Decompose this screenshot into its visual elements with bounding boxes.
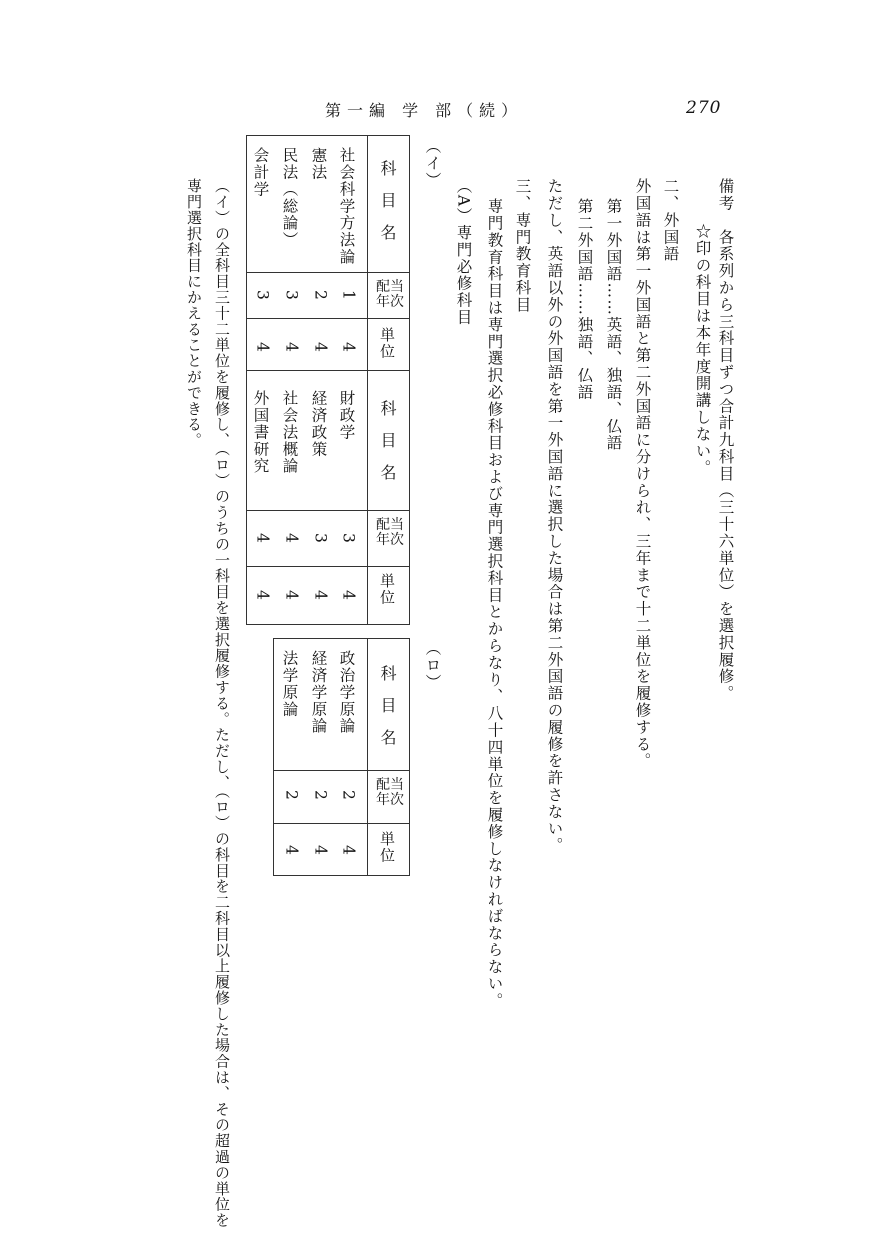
foreign-language-body: 外国語は第一外国語と第二外国語に分けられ、三年まで十二単位を履修する。 xyxy=(633,178,652,770)
table-ro-subject: 政治学原論 xyxy=(337,650,356,735)
table-ro-label: （ロ） xyxy=(423,640,442,691)
table-i-header-credits-2: 単位 xyxy=(378,573,396,606)
table-i-year: 1 xyxy=(339,290,358,302)
table-i-credits: 4 xyxy=(311,590,330,602)
running-header-title: 第一編 学 部（続） xyxy=(325,101,524,120)
table-i-year: 3 xyxy=(311,533,330,545)
table-i-credits: 4 xyxy=(253,590,272,602)
table-i-year: 3 xyxy=(339,533,358,545)
table-i-credits: 4 xyxy=(282,342,301,354)
table-ro-subject: 法学原論 xyxy=(280,650,299,718)
table-ro-credits: 4 xyxy=(282,845,301,857)
page-number: 270 xyxy=(686,98,722,118)
table-i-credits: 4 xyxy=(253,342,272,354)
heading-required-subjects: （A）専門必修科目 xyxy=(454,178,473,326)
table-i-credits: 4 xyxy=(339,342,358,354)
footnote-line-1: （イ）の全科目三十二単位を履修し、（ロ）のうちの一科目を選択履修する。ただし、（ロ）の科目を二科目以上履修した場合は、その超過の単位を xyxy=(213,178,231,1229)
table-ro-subject: 経済学原論 xyxy=(309,650,328,735)
table-ro-credits: 4 xyxy=(311,845,330,857)
table-ro-year: 2 xyxy=(311,790,330,802)
table-i-header-subject-2: 科目名 xyxy=(378,400,397,496)
table-i-credits: 4 xyxy=(282,590,301,602)
specialized-education-body: 専門教育科目は専門選択必修科目および専門選択科目とからなり、八十四単位を履修しなければならない。 xyxy=(485,198,504,1010)
table-ro-year: 2 xyxy=(339,790,358,802)
remarks-line: 備考 各系列から三科目ずつ合計九科目（三十六単位）を選択履修。 xyxy=(716,178,735,702)
remarks-note: ☆印の科目は本年度開講しない。 xyxy=(693,223,712,477)
table-i-credits: 4 xyxy=(339,590,358,602)
table-ro-header-year: 配当年次 xyxy=(376,777,404,809)
table-i-subject: 会計学 xyxy=(251,147,270,198)
table-i-subject: 社会科学方法論 xyxy=(337,147,356,266)
table-i-header-subject-1: 科目名 xyxy=(378,160,397,256)
table-i-year: 2 xyxy=(311,290,330,302)
second-foreign-language: 第二外国語……独語、仏語 xyxy=(575,198,594,401)
table-ro-credits: 4 xyxy=(339,845,358,857)
table-i-subject: 外国書研究 xyxy=(251,390,270,475)
table-i-year: 3 xyxy=(282,290,301,302)
table-i-subject: 民法（総論） xyxy=(280,147,299,249)
table-i-header-year-2: 配当年次 xyxy=(376,517,404,549)
foreign-language-note: ただし、英語以外の外国語を第一外国語に選択した場合は第二外国語の履修を許さない。 xyxy=(545,178,564,854)
heading-foreign-language: 二、外国語 xyxy=(661,178,680,263)
table-ro-header-subject: 科目名 xyxy=(378,665,397,761)
table-ro-year: 2 xyxy=(282,790,301,802)
table-i-year: 4 xyxy=(253,533,272,545)
table-ro-header-credits: 単位 xyxy=(378,831,396,864)
table-i-subject: 憲法 xyxy=(309,147,328,181)
table-i-header-year-1: 配当年次 xyxy=(376,279,404,311)
table-i-subject: 経済政策 xyxy=(309,390,328,458)
table-i-year: 4 xyxy=(282,533,301,545)
footnote-line-2: 専門選択科目にかえることができる。 xyxy=(185,178,203,449)
heading-specialized-education: 三、専門教育科目 xyxy=(513,178,532,314)
table-i-year: 3 xyxy=(253,290,272,302)
table-i-credits: 4 xyxy=(311,342,330,354)
table-i-header-credits-1: 単位 xyxy=(378,327,396,360)
table-i-subject: 財政学 xyxy=(337,390,356,441)
first-foreign-language: 第一外国語……英語、独語、仏語 xyxy=(604,198,623,452)
table-i-subject: 社会法概論 xyxy=(280,390,299,475)
table-i-label: （イ） xyxy=(423,138,442,189)
